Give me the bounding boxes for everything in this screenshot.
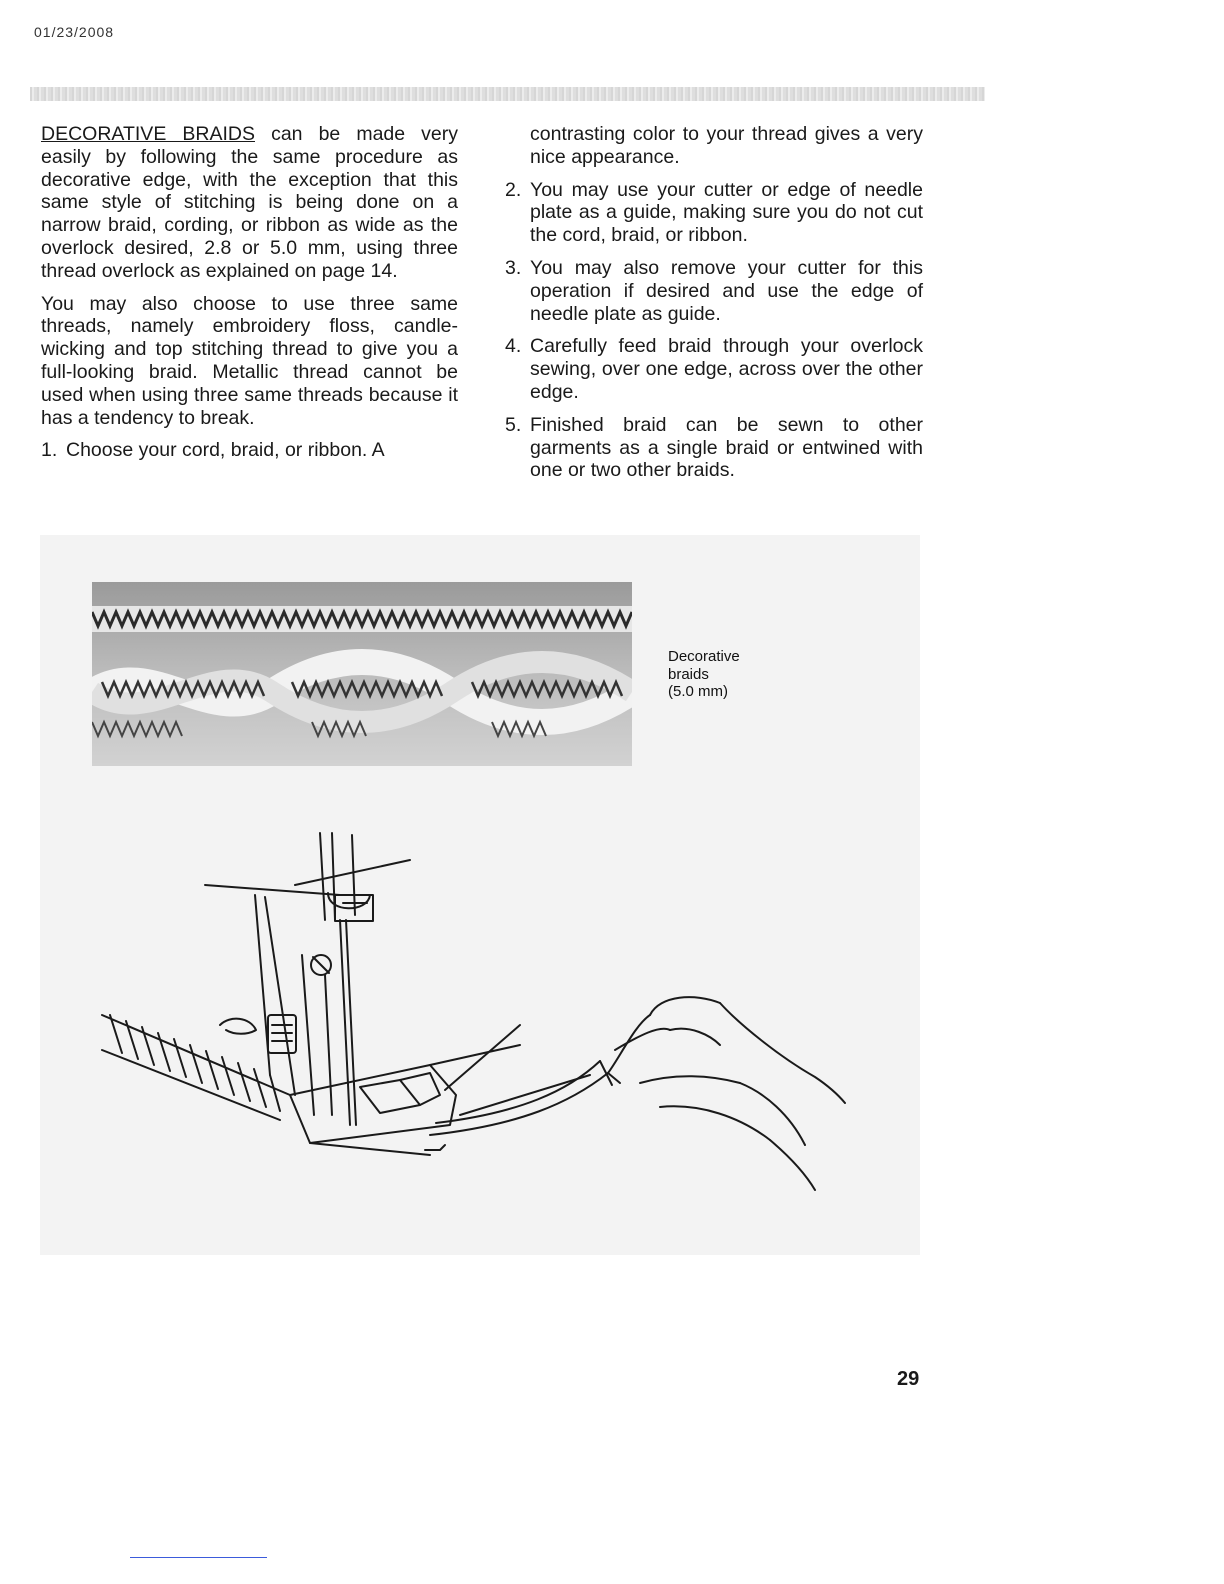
left-column xyxy=(41,123,458,472)
step-text: contrasting color to your thread gives a very nice appearance. xyxy=(530,123,923,168)
bottom-rule xyxy=(130,1557,267,1558)
step-number: 1. xyxy=(41,439,58,462)
section-heading: DECORATIVE BRAIDS xyxy=(41,123,255,145)
intro-text: can be made very easily by following the same procedure as decorative edge, with the exception that this same style of stitching is being done on a narrow braid, cording, or ribbon as wide as the overlock desired, 2.8 or 5.0 mm, using three thread overlock as explained on page 14. xyxy=(41,123,459,282)
page-number: 29 xyxy=(897,1368,920,1390)
step-number: 2. xyxy=(505,178,522,201)
step-text: Carefully feed braid through your overlock sewing, over one edge, across over the other edge. xyxy=(530,335,923,403)
step-5 xyxy=(505,414,923,482)
step-1-continued xyxy=(505,123,923,169)
caption-line: (5.0 mm) xyxy=(668,683,728,700)
right-column xyxy=(505,123,923,492)
caption-line: Decorative xyxy=(668,648,740,665)
caption-line: braids xyxy=(668,665,709,683)
threads-paragraph: You may also choose to use three same threads, namely embroidery floss, candle-wicking and top stitching thread to give you a full-looking braid. Metallic thread cannot be used when using three same threads because it has a tendency to break. xyxy=(41,292,458,429)
decorative-braids-photo xyxy=(92,582,632,766)
step-1 xyxy=(41,439,458,462)
step-3 xyxy=(505,257,923,325)
sewing-machine-illustration xyxy=(100,825,860,1205)
photo-caption xyxy=(668,648,740,701)
step-2 xyxy=(505,179,923,247)
step-text: You may also remove your cutter for this operation if desired and use the edge of needle plate as guide. xyxy=(530,256,923,325)
intro-paragraph xyxy=(41,123,458,283)
step-number: 4. xyxy=(505,335,522,358)
step-text: Choose your cord, braid, or ribbon. A xyxy=(66,439,385,462)
step-text: You may use your cutter or edge of needle plate as a guide, making sure you do not cut the cord, braid, or ribbon. xyxy=(530,178,923,247)
print-date: 01/23/2008 xyxy=(34,24,115,40)
header-rule xyxy=(30,87,985,101)
step-number: 5. xyxy=(505,413,522,436)
step-number: 3. xyxy=(505,256,522,279)
step-4 xyxy=(505,335,923,403)
step-text: Finished braid can be sewn to other garments as a single braid or entwined with one or two other braids. xyxy=(530,413,923,482)
